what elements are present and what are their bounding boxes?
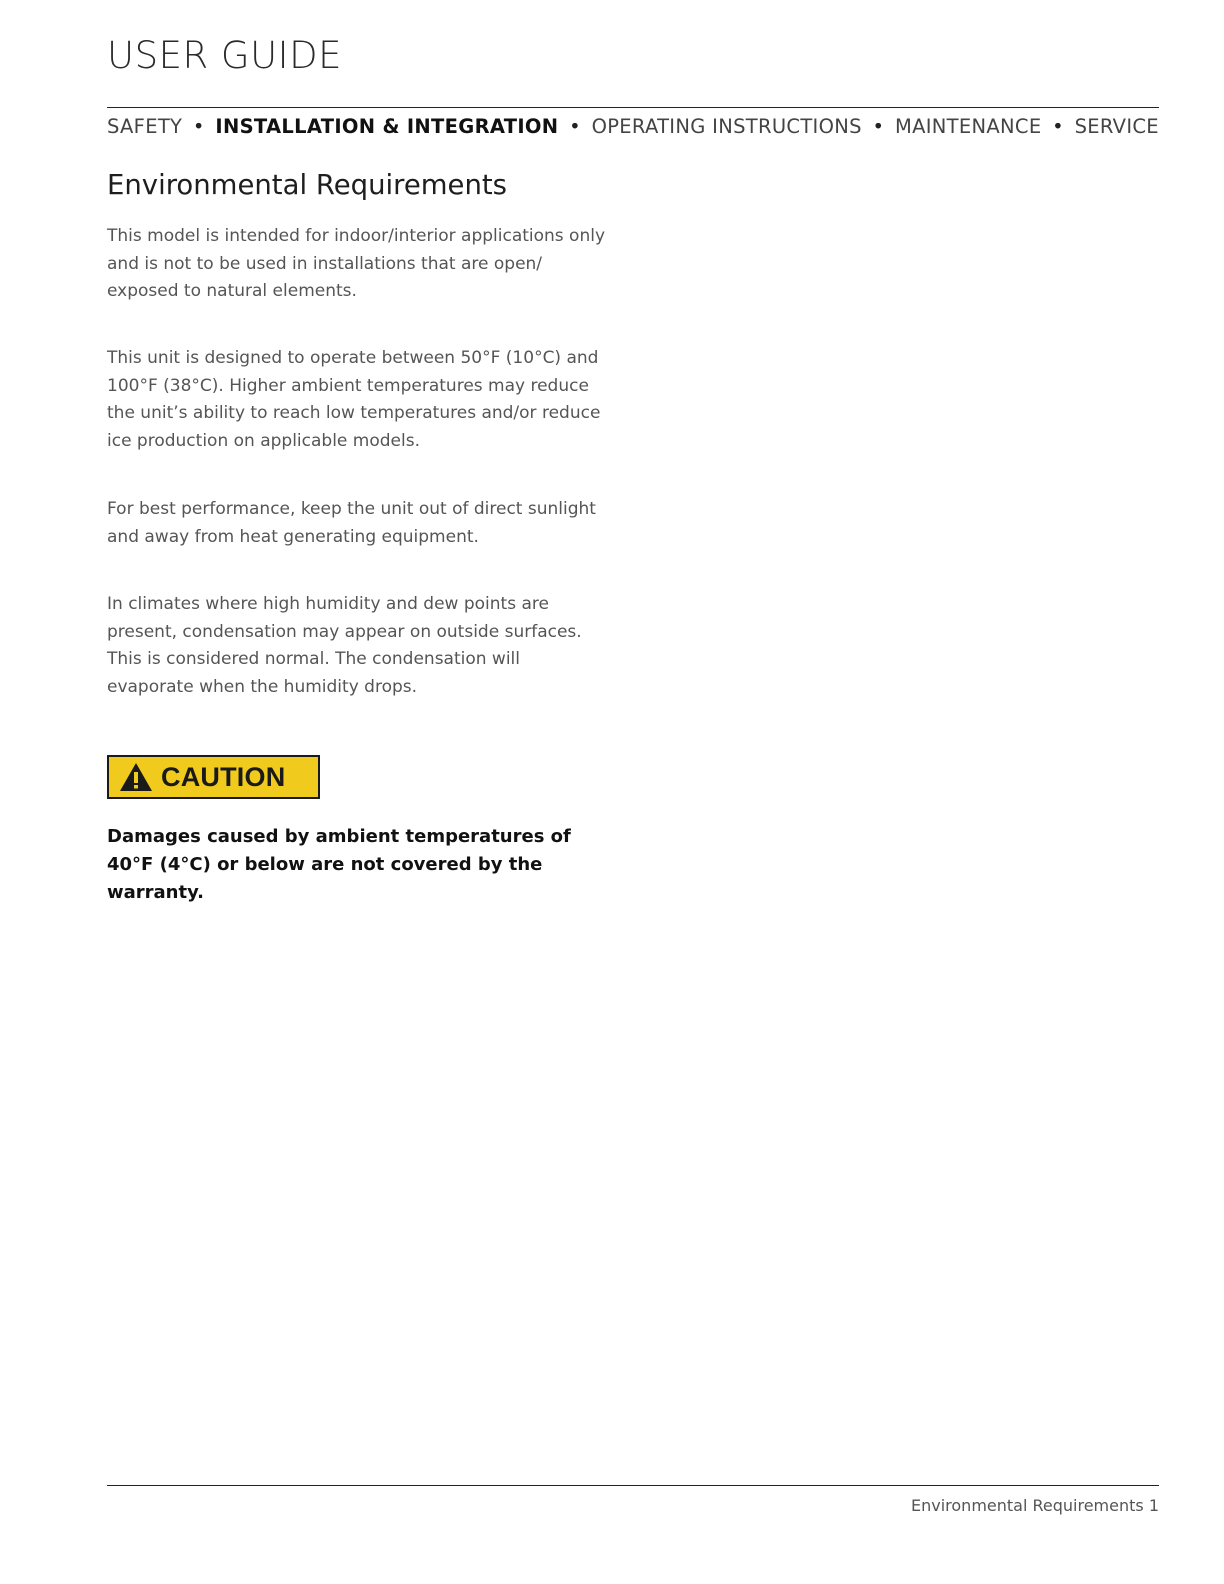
nav-separator: • [872,115,885,138]
header-divider [107,107,1159,108]
caution-warning-text: Damages caused by ambient temperatures of 40°F (4°C) or below are not covered by the warranty. [107,826,571,903]
section-nav-service: SERVICE [1074,115,1159,138]
footer-divider [107,1485,1159,1486]
nav-separator: • [569,115,581,138]
section-nav-maintenance: MAINTENANCE [894,115,1042,138]
caution-label [107,755,320,799]
paragraph-indoor-use: This model is intended for indoor/interior applications only and is not to be used in installations that are open/ exposed to natural elements. [107,226,606,301]
section-nav-safety: SAFETY [107,115,183,138]
paragraph-sunlight: For best performance, keep the unit out of direct sunlight and away from heat generating equipment. [107,499,596,547]
paragraph-operating-temperature: This unit is designed to operate between 50°F (10°C) and 100°F (38°C). Higher ambient temperatures may reduce the unit’s ability to reach low temperatures and/or reduce ice production on applicable models. [107,348,601,451]
section-nav-installation-integration: INSTALLATION & INTEGRATION [215,115,559,138]
page-footer: Environmental Requirements 1 [911,1496,1159,1515]
nav-separator: • [192,115,205,138]
nav-separator: • [1052,115,1064,138]
caution-word: CAUTION [161,761,286,792]
paragraph-condensation: In climates where high humidity and dew points are present, condensation may appear on outside surfaces. This is considered normal. The condensation will evaporate when the humidity drops. [107,594,582,697]
warning-triangle-icon [119,762,153,792]
section-nav [107,115,1159,138]
page-title: USER GUIDE [107,34,342,77]
section-heading: Environmental Requirements [107,169,508,201]
section-nav-operating-instructions: OPERATING INSTRUCTIONS [591,115,862,138]
